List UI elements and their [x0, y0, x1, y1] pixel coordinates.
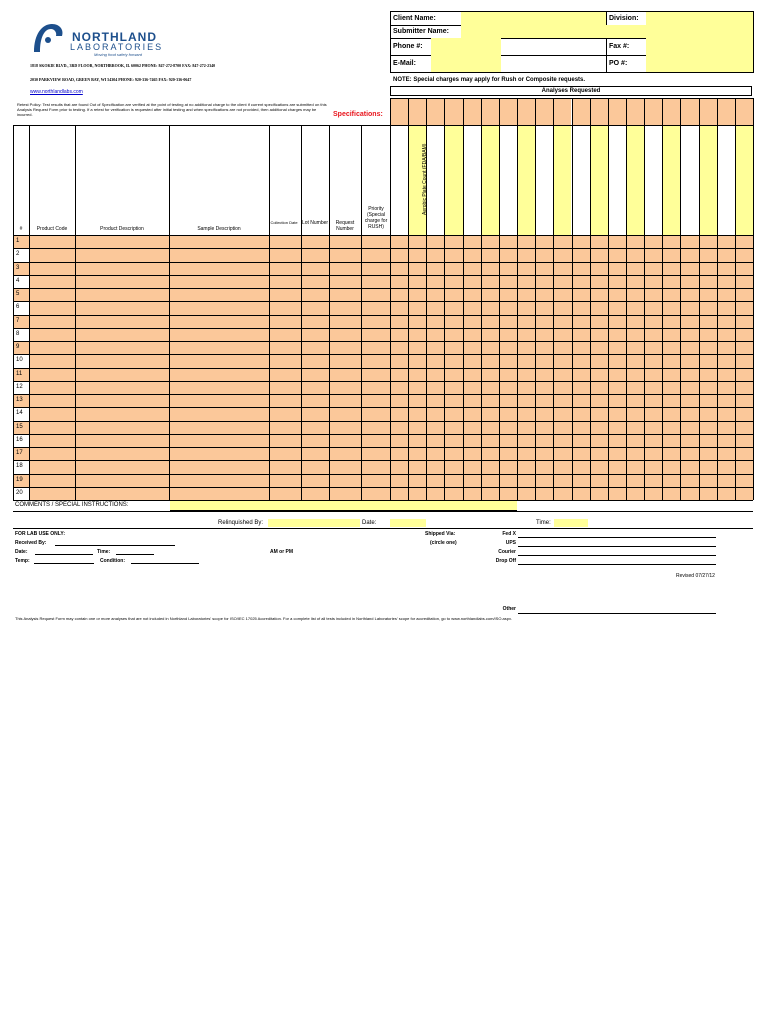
grid-vline [535, 98, 536, 500]
comments-underline [13, 511, 753, 512]
email-field[interactable] [431, 55, 501, 72]
analysis-spec-cell [644, 98, 662, 125]
analysis-header-cell [590, 125, 608, 235]
grid-hline [13, 487, 753, 488]
col-header-product-description: Product Description [100, 226, 144, 232]
division-field[interactable] [646, 12, 753, 25]
grid-hline [13, 434, 753, 435]
col-header-request-number: Request Number [335, 220, 355, 232]
analysis-header-cell [444, 125, 462, 235]
grid-hline [13, 235, 753, 236]
grid-hline [13, 421, 753, 422]
received-by-label: Received By: [15, 540, 47, 546]
ship-option-fedx[interactable]: Fed X [502, 531, 516, 537]
accreditation-footer: This Analysis Request Form may contain one or more analyses that are not included in Northland Laboratories' scope for ISO/IEC 17025 Accreditation. For a complete list of all tests included in Northland Laboratories' scope for accreditation, go to www.northlandlabs.com/ISO.aspx. [15, 616, 513, 621]
analysis-spec-cell [444, 98, 462, 125]
grid-hline [13, 381, 753, 382]
analysis-spec-cell [717, 98, 735, 125]
row-number: 16 [16, 436, 23, 443]
retest-policy-text: Retest Policy: Test results that are found Out of Specification are verified at the point of testing at no additional charge to the client if current specifications are submitted on this Analysis Request Form prior to testing. If a retest for verification is requested after initial testing and when specifications are not provided, then additional charges may be incurred. [17, 102, 327, 117]
analyses-requested-label: Analyses Requested [541, 88, 601, 94]
ship-option-other-line [518, 613, 716, 614]
phone-field-ext[interactable] [501, 38, 606, 55]
row-number: 4 [16, 277, 20, 284]
special-charges-note: NOTE: Special charges may apply for Rush or Composite requests. [393, 77, 586, 83]
grid-vline [463, 98, 464, 500]
grid-hline [13, 125, 390, 126]
grid-vline [75, 125, 76, 500]
analysis-header-cell [390, 125, 408, 235]
received-by-field[interactable] [55, 545, 175, 546]
analysis-header-cell [426, 125, 444, 235]
row-number: 19 [16, 476, 23, 483]
analysis-spec-cell [590, 98, 608, 125]
analysis-spec-cell [390, 98, 408, 125]
grid-hline [13, 394, 753, 395]
ship-option-ups-line [518, 546, 716, 547]
ship-option-ups[interactable]: UPS [505, 540, 516, 546]
grid-vline [361, 125, 362, 500]
analysis-spec-cell [680, 98, 698, 125]
po-label: PO #: [606, 55, 646, 72]
analysis-header-cell [517, 125, 535, 235]
analysis-header-cell [535, 125, 553, 235]
grid-hline [13, 275, 753, 276]
grid-vline [301, 125, 302, 500]
specifications-label: Specifications: [333, 111, 383, 118]
submitter-name-field[interactable] [461, 25, 753, 38]
row-number: 18 [16, 463, 23, 470]
analysis-header-cell [626, 125, 644, 235]
grid-hline [13, 368, 753, 369]
grid-hline [13, 248, 753, 249]
analysis-header-cell [699, 125, 717, 235]
grid-vline [444, 98, 445, 500]
logo-name-line2: LABORATORIES [70, 42, 164, 52]
row-number: 1 [16, 238, 20, 244]
row-number: 3 [16, 264, 20, 271]
grid-vline [608, 98, 609, 500]
grid-vline [390, 98, 391, 500]
analysis-header-cell [553, 125, 571, 235]
analysis-header-cell [499, 125, 517, 235]
grid-vline [329, 125, 330, 500]
logo-name-line1: NORTHLAND [72, 30, 157, 44]
lab-time-label: Time: [97, 549, 111, 555]
col-header-collection-date: Collection Date [270, 220, 298, 225]
ship-option-drop-off-line [518, 564, 716, 565]
address-line-1: 1818 SKOKIE BLVD., 3RD FLOOR, NORTHBROOK, IL 60062 PHONE: 847-272-8700 FAX: 847-272-2340 [30, 63, 216, 68]
temp-label: Temp: [15, 558, 30, 564]
col-header-sample-description: Sample Description [197, 226, 241, 232]
analysis-spec-cell [553, 98, 571, 125]
grid-vline [572, 98, 573, 500]
grid-hline [13, 341, 753, 342]
row-number: 17 [16, 450, 23, 456]
comments-field[interactable] [170, 501, 517, 511]
grid-hline [13, 328, 753, 329]
grid-vline [553, 98, 554, 500]
col-header-priority: Priority (Special charge for RUSH) [364, 206, 388, 230]
lab-time-field[interactable] [116, 554, 154, 555]
address-line-2: 2030 PARKVIEW ROAD, GREEN BAY, WI 54304 PHONE: 920-336-7465 FAX: 920-336-0647 [30, 77, 192, 82]
col-header-num: # [19, 226, 23, 232]
email-label: E-Mail: [393, 60, 416, 67]
grid-vline [699, 98, 700, 500]
client-info-box [390, 11, 754, 73]
row-number: 6 [16, 304, 20, 311]
analysis-spec-cell [735, 98, 753, 125]
division-label: Division: [606, 12, 646, 25]
revised-date: Revised 07/27/12 [676, 573, 715, 579]
col-header-product-code: Product Code [36, 226, 68, 232]
phone-field[interactable] [431, 38, 501, 55]
am-pm-selector[interactable]: AM or PM [270, 549, 294, 555]
col-header-lot-number: Lot Number [301, 220, 329, 226]
phone-label: Phone #: [393, 43, 423, 50]
analyses-requested-header [390, 86, 752, 96]
lab-use-title: FOR LAB USE ONLY: [15, 531, 66, 537]
analysis-spec-cell [426, 98, 444, 125]
row-number: 9 [16, 344, 20, 350]
grid-vline [644, 98, 645, 500]
relinquished-by-field[interactable] [268, 519, 360, 527]
analysis-header-cell [662, 125, 680, 235]
analysis-header-cell [644, 125, 662, 235]
website-link[interactable]: www.northlandlabs.com [30, 89, 83, 95]
row-number: 5 [16, 291, 20, 297]
grid-vline [169, 125, 170, 500]
logo-mark-icon [30, 20, 66, 54]
client-name-label: Client Name: [393, 15, 436, 22]
grid-vline [517, 98, 518, 500]
analysis-header-cell [572, 125, 590, 235]
analysis-header-cell [481, 125, 499, 235]
row-number: 14 [16, 410, 23, 417]
company-logo [30, 20, 170, 62]
ship-option-drop-off[interactable]: Drop Off [495, 558, 516, 564]
circle-one-label: (circle one) [430, 540, 457, 546]
grid-hline [390, 98, 753, 99]
row-number: 2 [16, 251, 20, 258]
analysis-spec-cell [572, 98, 590, 125]
analysis-header-cell [680, 125, 698, 235]
row-number: 10 [16, 357, 23, 364]
grid-vline [408, 98, 409, 500]
temp-field[interactable] [34, 563, 94, 564]
sample-grid [13, 98, 753, 500]
ship-option-fedx-line [518, 537, 716, 538]
fax-label: Fax #: [606, 38, 646, 55]
analysis-spec-cell [662, 98, 680, 125]
condition-field[interactable] [131, 563, 199, 564]
submitter-name-label: Submitter Name: [393, 28, 450, 35]
relinquished-time-label: Time: [536, 520, 551, 526]
row-number: 20 [16, 489, 23, 496]
grid-hline [13, 460, 753, 461]
analysis-spec-cell [699, 98, 717, 125]
grid-hline [13, 315, 753, 316]
client-name-field[interactable] [461, 12, 606, 25]
shipped-via-label: Shipped Via: [425, 531, 456, 537]
analysis-header-cell [735, 125, 753, 235]
grid-vline [680, 98, 681, 500]
grid-vline [499, 98, 500, 500]
row-number: 12 [16, 383, 23, 390]
analysis-spec-cell [626, 98, 644, 125]
grid-hline [13, 288, 753, 289]
analysis-spec-cell [481, 98, 499, 125]
grid-hline [13, 301, 753, 302]
grid-vline [735, 98, 736, 500]
relinquished-time-field[interactable] [554, 519, 588, 527]
analysis-header-cell [608, 125, 626, 235]
col-header-analysis-1: Aerobic Plate Count (FDA/BAM) [422, 143, 428, 215]
grid-hline [13, 447, 753, 448]
lab-date-field[interactable] [35, 554, 93, 555]
relinquished-line [13, 528, 753, 529]
grid-hline [13, 407, 753, 408]
relinquished-date-label: Date: [362, 520, 377, 526]
grid-vline [269, 125, 270, 500]
grid-hline [390, 125, 753, 126]
email-field-ext[interactable] [501, 55, 606, 72]
analysis-header-cell [463, 125, 481, 235]
grid-vline [753, 98, 754, 500]
row-number: 15 [16, 423, 23, 430]
grid-vline [13, 125, 14, 500]
row-number: 8 [16, 330, 20, 337]
ship-option-courier[interactable]: Courier [498, 549, 516, 555]
row-number: 7 [16, 317, 20, 324]
grid-hline [13, 354, 753, 355]
logo-tagline: Moving food safety forward [94, 52, 143, 57]
grid-hline [13, 474, 753, 475]
analysis-spec-cell [463, 98, 481, 125]
po-field[interactable] [646, 55, 753, 72]
grid-hline [13, 262, 753, 263]
relinquished-by-label: Relinquished By: [218, 520, 264, 526]
row-number: 13 [16, 397, 23, 403]
analysis-spec-cell [608, 98, 626, 125]
analysis-spec-cell [517, 98, 535, 125]
comments-label: COMMENTS / SPECIAL INSTRUCTIONS: [15, 502, 129, 508]
analysis-spec-cell [535, 98, 553, 125]
grid-vline [662, 98, 663, 500]
analysis-spec-cell [499, 98, 517, 125]
condition-label: Condition: [100, 558, 125, 564]
relinquished-date-field[interactable] [390, 519, 426, 527]
ship-option-courier-line [518, 555, 716, 556]
grid-vline [626, 98, 627, 500]
grid-vline [481, 98, 482, 500]
grid-vline [590, 98, 591, 500]
row-number: 11 [16, 370, 23, 377]
grid-vline [717, 98, 718, 500]
analysis-header-cell [717, 125, 735, 235]
ship-option-other[interactable]: Other [502, 606, 516, 612]
grid-vline [29, 125, 30, 500]
lab-date-label: Date: [15, 549, 28, 555]
fax-field[interactable] [646, 38, 753, 55]
